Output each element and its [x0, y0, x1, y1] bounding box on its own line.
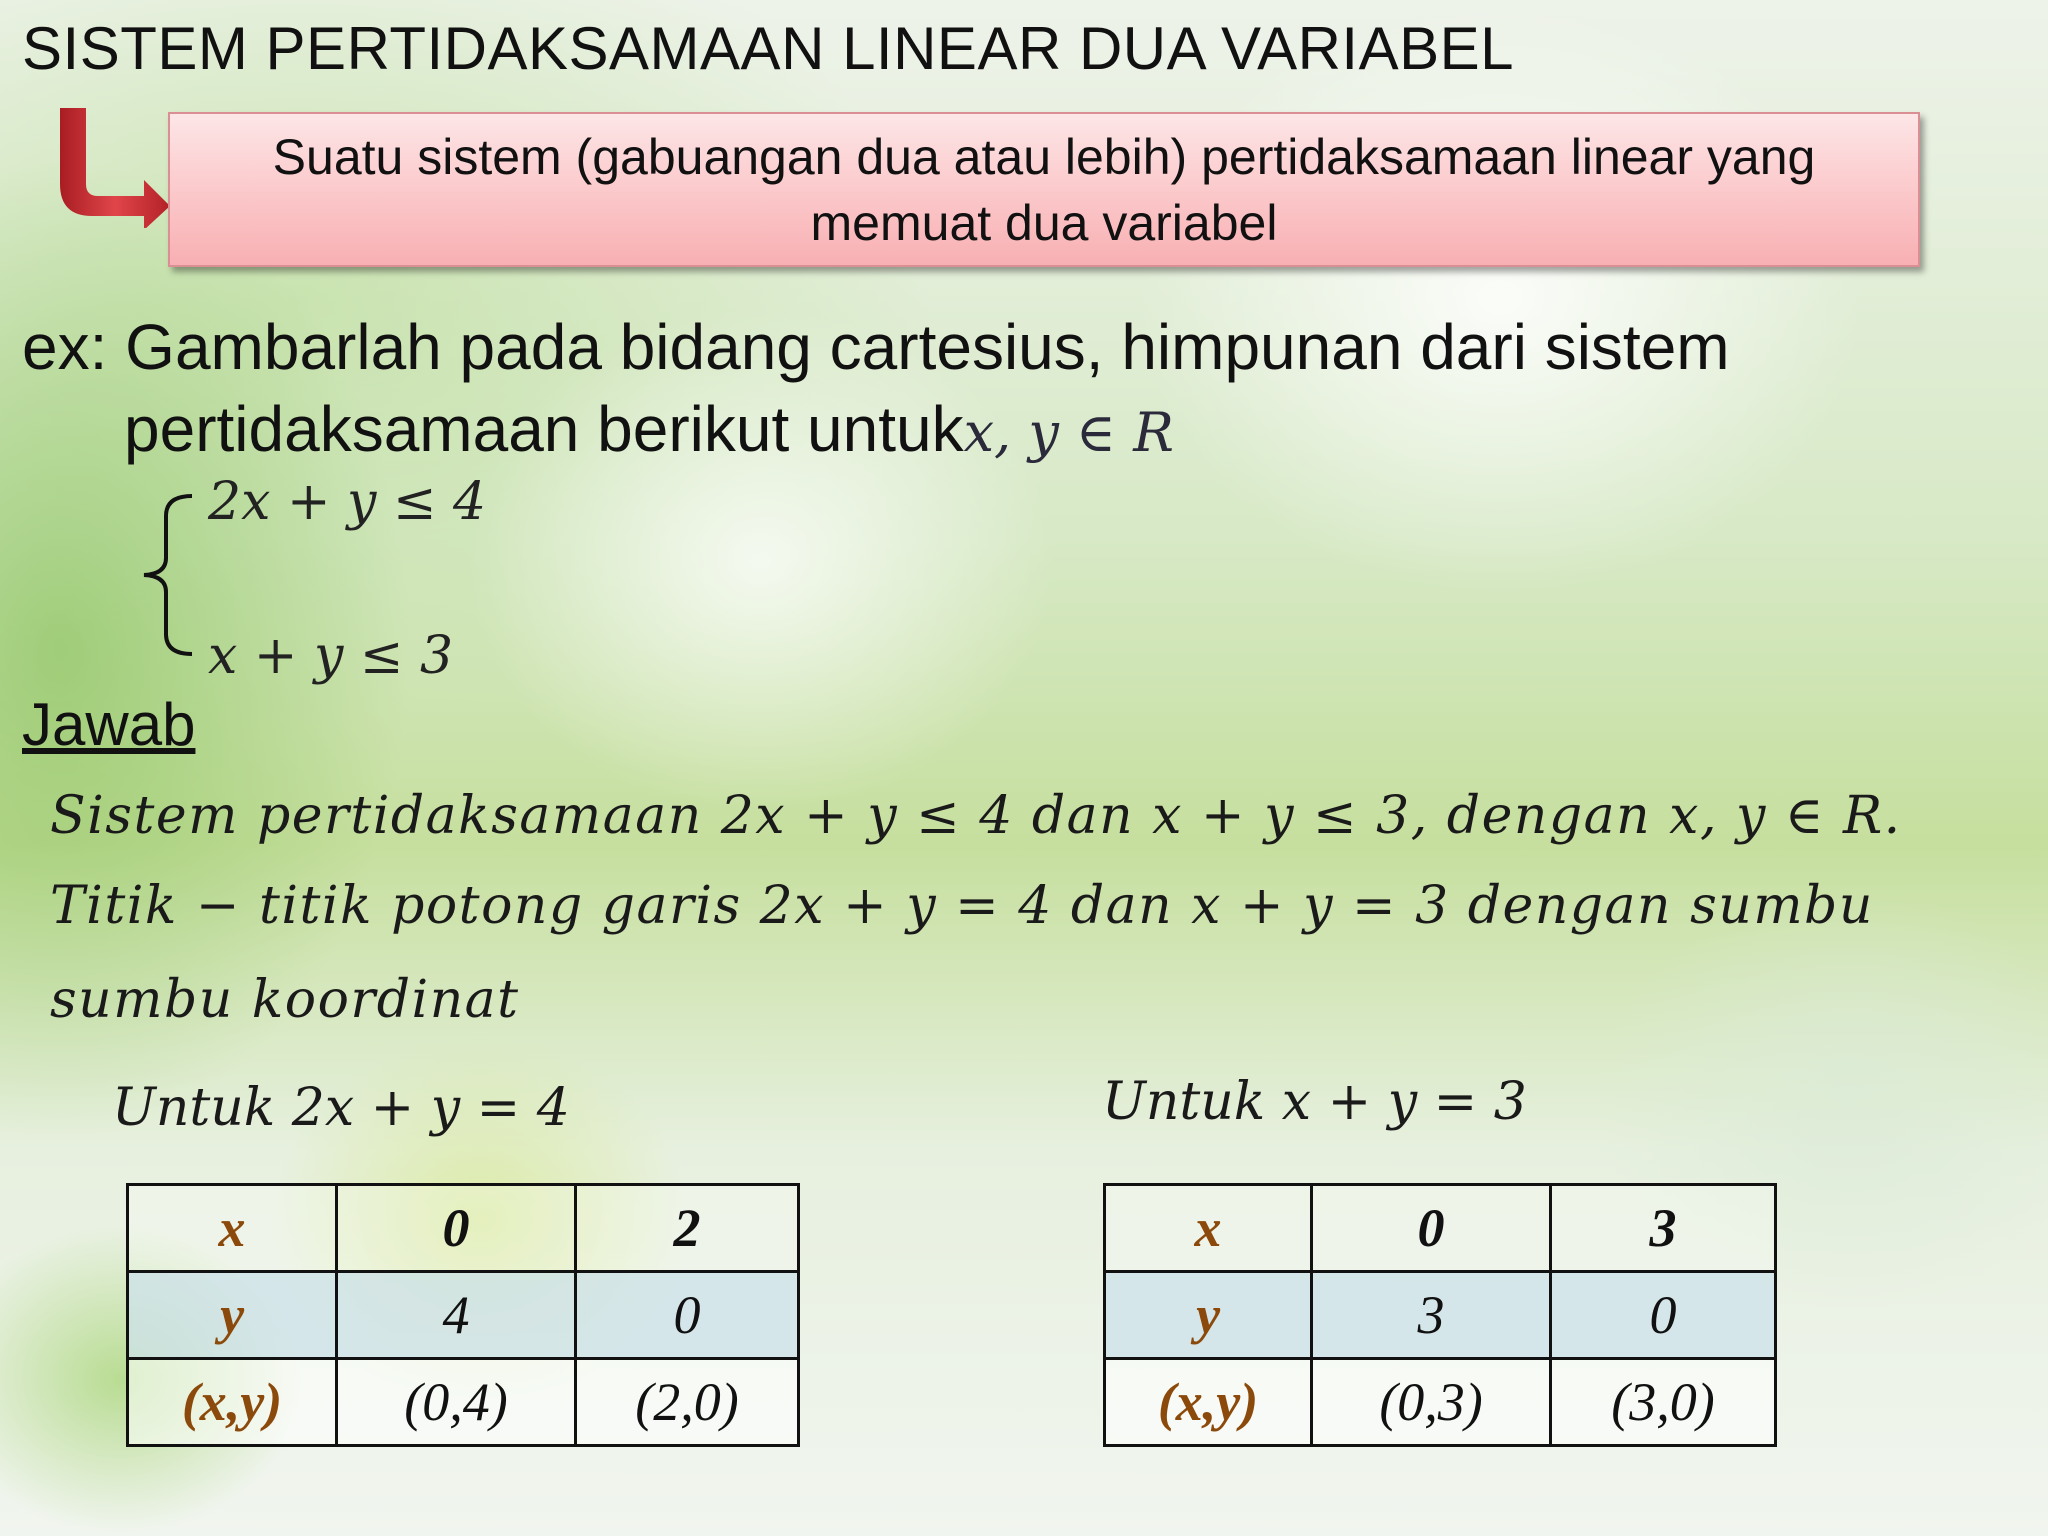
row-label: y: [128, 1272, 337, 1359]
solution-line-2: Titik − titik potong garis 2x + y = 4 dan x + y = 3 dengan sumbu: [50, 876, 1874, 936]
table-row: [128, 1359, 799, 1446]
solution-line-3: sumbu koordinat: [50, 970, 520, 1030]
inequality-1: 2x + y ≤ 4: [208, 472, 487, 532]
system-brace-icon: [140, 490, 200, 660]
table-row: [1105, 1185, 1776, 1272]
table-row: [1105, 1272, 1776, 1359]
table-cell: 0: [337, 1185, 576, 1272]
example-line-1: ex: Gambarlah pada bidang cartesius, himpunan dari sistem: [22, 311, 1730, 383]
row-label: x: [1105, 1185, 1312, 1272]
table-cell: 3: [1312, 1272, 1551, 1359]
row-label: (x,y): [1105, 1359, 1312, 1446]
table-right-caption: Untuk x + y = 3: [1102, 1072, 1527, 1132]
solution-line-1: Sistem pertidaksamaan 2x + y ≤ 4 dan x + y ≤ 3, dengan x, y ∈ R.: [50, 786, 1902, 846]
row-label: x: [128, 1185, 337, 1272]
answer-heading: Jawab: [22, 691, 196, 758]
example-domain: x, y ∈ R: [963, 401, 1174, 464]
table-left-caption: Untuk 2x + y = 4: [112, 1078, 570, 1138]
table-cell: 2: [575, 1185, 798, 1272]
example-prompt: [22, 306, 2002, 474]
row-label: y: [1105, 1272, 1312, 1359]
slide-title: SISTEM PERTIDAKSAMAAN LINEAR DUA VARIABEL: [22, 15, 1515, 82]
bent-arrow-icon: [52, 108, 172, 228]
table-cell: (2,0): [575, 1359, 798, 1446]
table-cell: 0: [1312, 1185, 1551, 1272]
table-left: [126, 1183, 800, 1447]
inequality-2: x + y ≤ 3: [208, 626, 454, 686]
table-row: [1105, 1359, 1776, 1446]
table-cell: 0: [1550, 1272, 1775, 1359]
table-cell: (0,4): [337, 1359, 576, 1446]
example-line-2-text: pertidaksamaan berikut untuk: [124, 393, 964, 465]
table-right: [1103, 1183, 1777, 1447]
table-row: [128, 1272, 799, 1359]
table-cell: 4: [337, 1272, 576, 1359]
definition-text: Suatu sistem (gabuangan dua atau lebih) pertidaksamaan linear yang memuat dua variabel: [272, 128, 1816, 251]
row-label: (x,y): [128, 1359, 337, 1446]
table-cell: 0: [575, 1272, 798, 1359]
table-row: [128, 1185, 799, 1272]
definition-box: [168, 112, 1920, 267]
example-line-2: [22, 388, 2002, 474]
table-cell: (0,3): [1312, 1359, 1551, 1446]
table-cell: (3,0): [1550, 1359, 1775, 1446]
table-cell: 3: [1550, 1185, 1775, 1272]
